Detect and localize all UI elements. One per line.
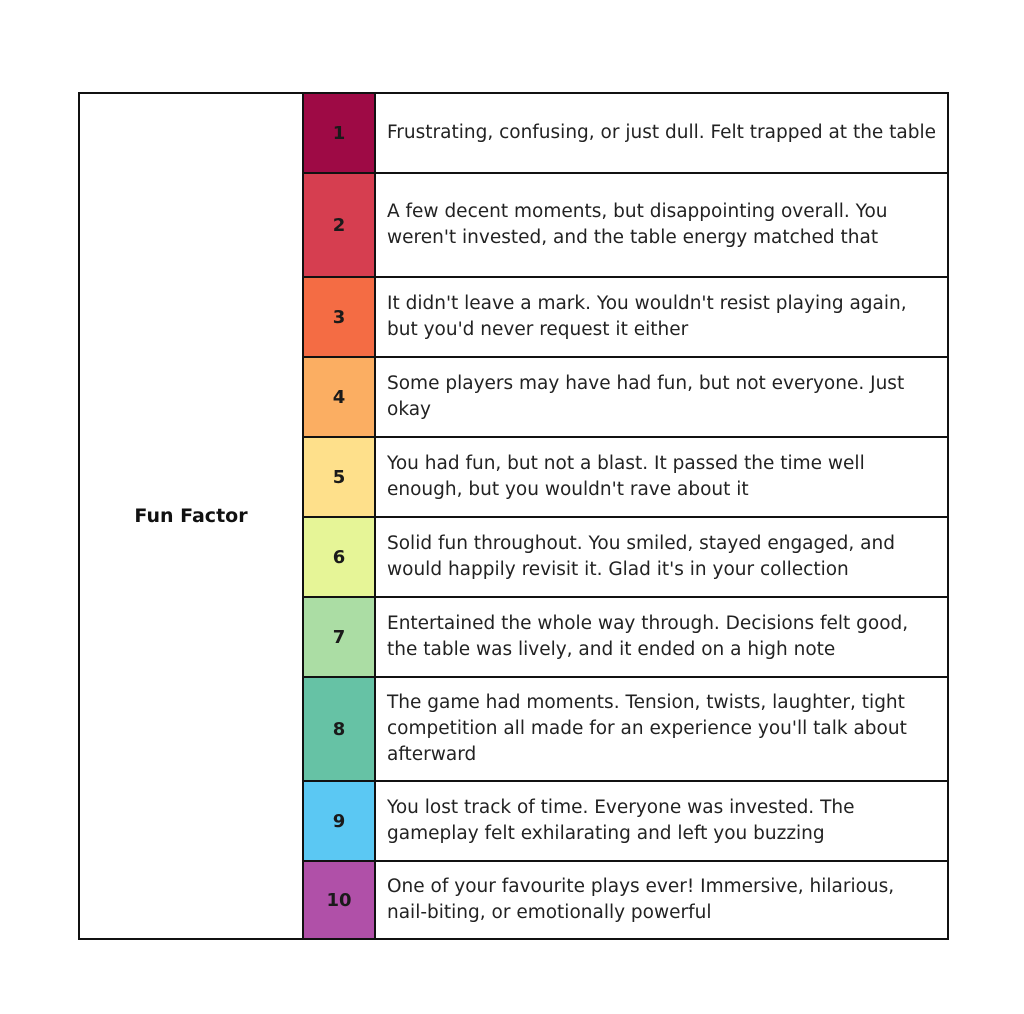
rating-row xyxy=(304,174,947,278)
rating-row xyxy=(304,598,947,678)
description-cell: You lost track of time. Everyone was invested. The gameplay felt exhilarating and left you buzzing xyxy=(387,797,855,844)
rating-row xyxy=(304,94,947,174)
score-cell: 8 xyxy=(304,678,376,780)
score-cell: 3 xyxy=(304,278,376,356)
rating-row xyxy=(304,358,947,438)
fun-factor-rating-table xyxy=(78,92,949,940)
rating-row xyxy=(304,438,947,518)
description-cell: Solid fun throughout. You smiled, stayed engaged, and would happily revisit it. Glad it's in your collection xyxy=(387,533,895,580)
rating-rows xyxy=(304,94,947,938)
score-cell: 1 xyxy=(304,94,376,172)
score-cell: 10 xyxy=(304,862,376,938)
description-cell: The game had moments. Tension, twists, laughter, tight competition all made for an experience you'll talk about afterward xyxy=(387,692,907,765)
description-cell: It didn't leave a mark. You wouldn't resist playing again, but you'd never request it either xyxy=(387,293,907,340)
score-cell: 9 xyxy=(304,782,376,860)
description-cell: Entertained the whole way through. Decisions felt good, the table was lively, and it ended on a high note xyxy=(387,613,909,660)
score-cell: 5 xyxy=(304,438,376,516)
rating-row xyxy=(304,862,947,938)
description-cell: Frustrating, confusing, or just dull. Felt trapped at the table xyxy=(387,122,937,143)
rating-row xyxy=(304,782,947,862)
score-cell: 6 xyxy=(304,518,376,596)
description-cell: One of your favourite plays ever! Immersive, hilarious, nail-biting, or emotionally powerful xyxy=(387,876,895,923)
score-cell: 7 xyxy=(304,598,376,676)
description-cell: You had fun, but not a blast. It passed the time well enough, but you wouldn't rave about it xyxy=(387,453,865,500)
description-cell: A few decent moments, but disappointing overall. You weren't invested, and the table energy matched that xyxy=(387,201,888,248)
rating-row xyxy=(304,678,947,782)
category-label: Fun Factor xyxy=(134,505,248,527)
category-cell xyxy=(80,94,304,938)
description-cell: Some players may have had fun, but not everyone. Just okay xyxy=(387,373,905,420)
score-cell: 2 xyxy=(304,174,376,276)
rating-row xyxy=(304,518,947,598)
score-cell: 4 xyxy=(304,358,376,436)
rating-row xyxy=(304,278,947,358)
